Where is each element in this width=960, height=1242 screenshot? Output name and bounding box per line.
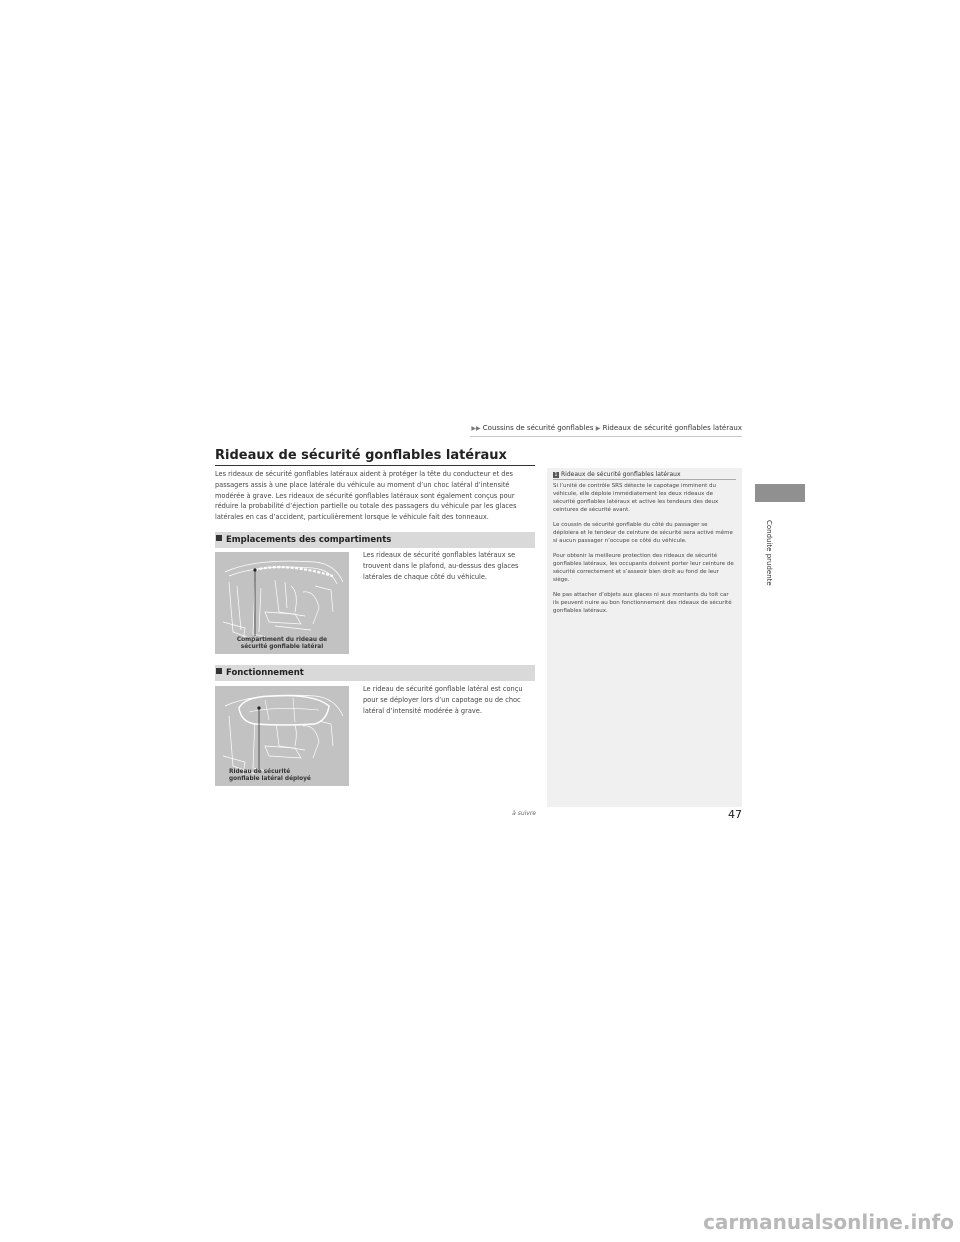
square-bullet-icon [216,668,222,674]
section-heading-text: Emplacements des compartiments [226,535,392,545]
page-number: 47 [728,808,742,821]
breadcrumb-arrow-icon: ▶▶ [471,425,481,432]
chapter-tab [755,484,805,502]
sidebar-note [547,468,742,807]
sidebar-paragraph: Ne pas attacher d’objets aux glaces ni aux montants du toit car ils peuvent nuire au bon fonctionnement des rideaux de sécurité gonflables latéraux. [553,592,732,614]
section-heading-locations [215,532,535,548]
section-heading-text: Fonctionnement [226,668,304,678]
sidebar-paragraph: Pour obtenir la meilleure protection des rideaux de sécurité gonflables latéraux, les occupants doivent porter leur ceinture de sécurité correctement et s’asseoir bien droit au fond de leur siège. [553,553,734,583]
continued-label: à suivre [512,810,536,817]
sidebar-title [553,471,681,478]
page-title: Rideaux de sécurité gonflables latéraux [215,448,507,463]
figure-airbag-compartment [215,552,349,654]
intro-paragraph: Les rideaux de sécurité gonflables latéraux aident à protéger la tête du conducteur et des passagers assis à une place latérale du véhicule au moment d’un choc latéral d’intensité modérée à grave. Les rideaux de sécurité gonflables latéraux sont également conçus pour réduire la probabilité d’éjection partielle ou totale des passagers du véhicule par les glaces latérales en cas d’accident, particulièrement lorsque le véhicule fait des tonneaux. [215,470,517,522]
chapter-tab-label: Conduite prudente [765,520,773,586]
figure-label-line: Compartiment du rideau de [236,637,328,643]
title-underline [215,465,535,466]
watermark-logo: carmanualsonline.info [703,1210,954,1234]
sidebar-paragraph: Le coussin de sécurité gonflable du côté du passager se déploiera et le tendeur de ceinture de sécurité sera activé même si aucun passager n’occupe ce côté du véhicule. [553,522,733,544]
sidebar-divider [553,479,736,480]
sidebar-paragraphs [553,482,735,622]
figure-label-line: gonflable latéral déployé [229,776,311,782]
reference-icon: 1 [554,472,558,478]
sidebar-paragraph: Si l’unité de contrôle SRS détecte le capotage imminent du véhicule, elle déploie immédiatement les deux rideaux de sécurité gonflables latéraux et active les tendeurs des deux ceintures de sécurité avant. [553,483,719,513]
breadcrumb [470,424,742,432]
section-heading-operation [215,665,535,681]
breadcrumb-arrow-icon: ▶ [595,425,601,432]
breadcrumb-part-2: Rideaux de sécurité gonflables latéraux [602,424,742,432]
header-divider [470,436,742,437]
sidebar-title-text: Rideaux de sécurité gonflables latéraux [561,471,681,478]
breadcrumb-part-1: Coussins de sécurité gonflables [482,424,594,432]
figure-label-line: Rideau de sécurité [229,769,291,775]
square-bullet-icon [216,535,222,541]
section-text-locations: Les rideaux de sécurité gonflables latéraux se trouvent dans le plafond, au-dessus des glaces latérales de chaque côté du véhicule. [363,551,519,581]
figure-airbag-deployed [215,686,349,786]
section-text-operation: Le rideau de sécurité gonflable latéral est conçu pour se déployer lors d’un capotage ou de choc latéral d’intensité modérée à grave. [363,685,523,715]
figure-label-line: sécurité gonflable latéral [240,644,324,650]
